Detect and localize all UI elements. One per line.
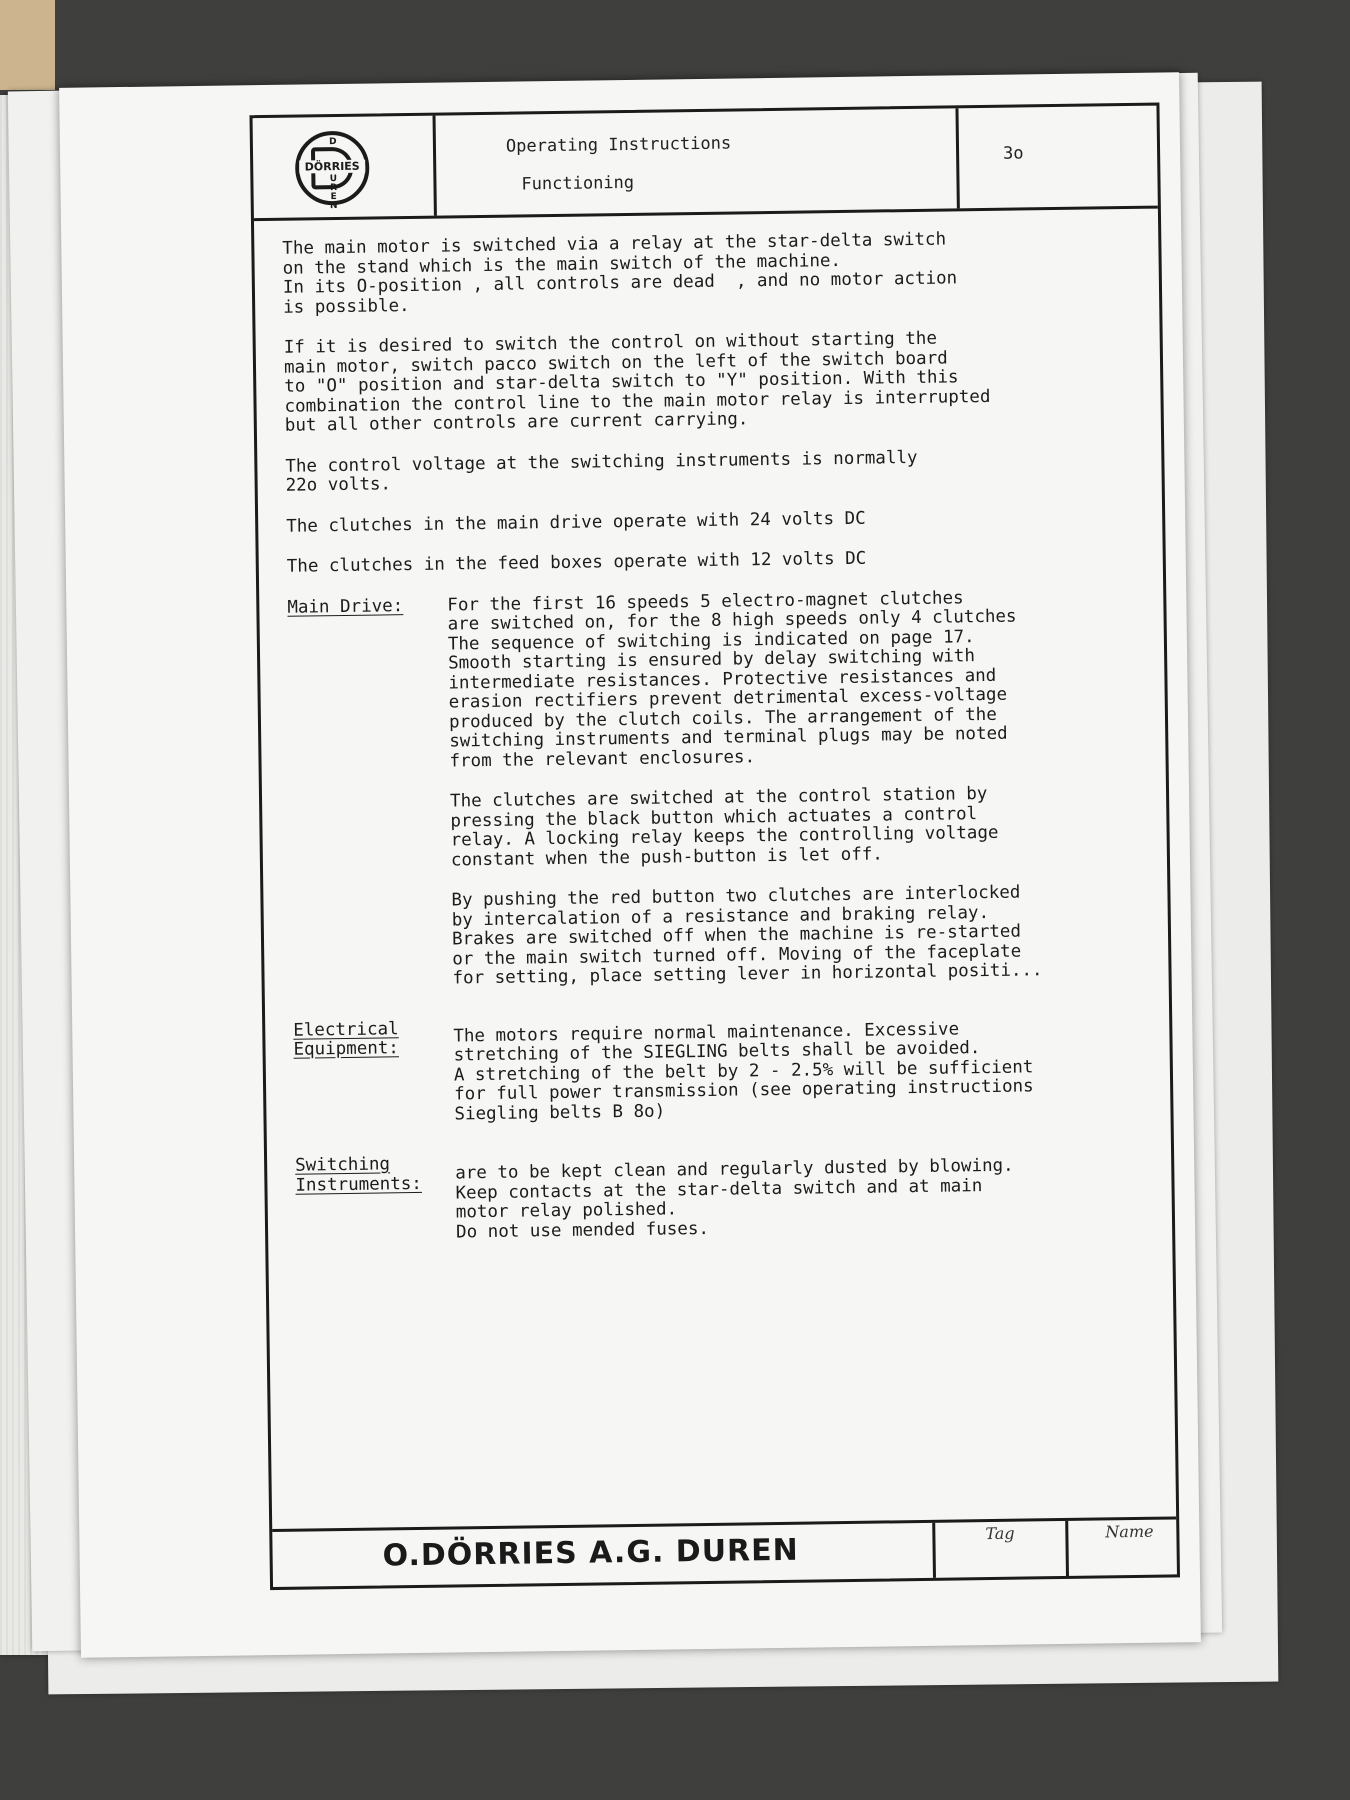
logo-letter-top: D [329,137,337,148]
logo-word: DÖRRIES [299,160,365,174]
page-number: 3o [1002,143,1024,164]
section-paragraph: The motors require normal maintenance. Excessive stretching of the SIEGLING belts shall be avoided. A stretching of the belt by 2 - 2.5% will be sufficient for full power transmission (see operating instructions Siegling belts B 8o) [453,1018,1034,1124]
tag-cell [932,1521,1069,1578]
dorries-logo [295,131,370,212]
section-paragraph: By pushing the red button two clutches are interlocked by intercalation of a resistance and braking relay. Brakes are switched off when the machine is re-started or the main switch turned off. Moving of the faceplate for setting, place setting lever in horizontal positi... [451,882,1043,989]
logo-cell [253,116,437,219]
section-label: Switching Instruments: [295,1154,423,1196]
intro-paragraph: The clutches in the main drive operate with 24 volts DC [286,508,866,537]
name-label: Name [1105,1521,1154,1542]
page-footer [272,1516,1177,1587]
document-page [59,72,1201,1657]
logo-letters-bottom [328,175,339,211]
intro-paragraph: The control voltage at the switching instruments is normally 22o volts. [285,447,918,496]
intro-paragraph: The clutches in the feed boxes operate with 12 volts DC [286,548,867,577]
section-label: Electrical Equipment: [293,1018,400,1060]
document-body [282,228,1156,1271]
section-content [447,586,1152,989]
intro-paragraph: If it is desired to switch the control on without starting the main motor, switch pacco switch on the left of the switch board to "O" position and star-delta switch to "Y" position. With this combination the control line to the main motor relay is interrupted but all other controls are current carrying. [283,328,991,436]
section-paragraph: are to be kept clean and regularly dusted by blowing. Keep contacts at the star-delta switch and at main motor relay polished. Do not use mended fuses. [455,1155,1014,1242]
section-content [453,1009,1154,1124]
section-label: Main Drive: [287,595,404,618]
title-cell [436,108,960,215]
section-paragraph: The clutches are switched at the control station by pressing the black button which actuates a control relay. A locking relay keeps the controlling voltage constant when the push-button is let off. [449,784,999,870]
company-name: O.DÖRRIES A.G. DUREN [382,1532,799,1574]
page-frame [249,103,1180,1591]
tag-label: Tag [985,1523,1015,1544]
section-electrical-equipment [293,1009,1154,1126]
document-subtitle: Functioning [521,172,635,195]
section-content [455,1145,1156,1243]
section-paragraph: For the first 16 speeds 5 electro-magnet clutches are switched on, for the 8 high speeds only 4 clutches The sequence of switching is indicated on page 17. Smooth starting is ensured by delay switching with intermediate resistances. Protective resistances and erasion rectifiers prevent detrimental excess-voltage produced by the clutch coils. The arrangement of the switching instruments and terminal plugs may be noted from the relevant enclosures. [447,587,1017,772]
logo-letters-bottom-text: UREN [329,174,338,212]
document-title: Operating Instructions [505,133,732,157]
intro-paragraph: The main motor is switched via a relay at the star-delta switch on the stand which is the main switch of the machine. In its O-position , all controls are dead , and no motor action is possible. [282,229,958,318]
section-switching-instruments [295,1145,1156,1245]
background-object [0,0,55,90]
section-main-drive [287,586,1152,991]
name-cell [1065,1519,1177,1576]
page-header [253,106,1158,222]
